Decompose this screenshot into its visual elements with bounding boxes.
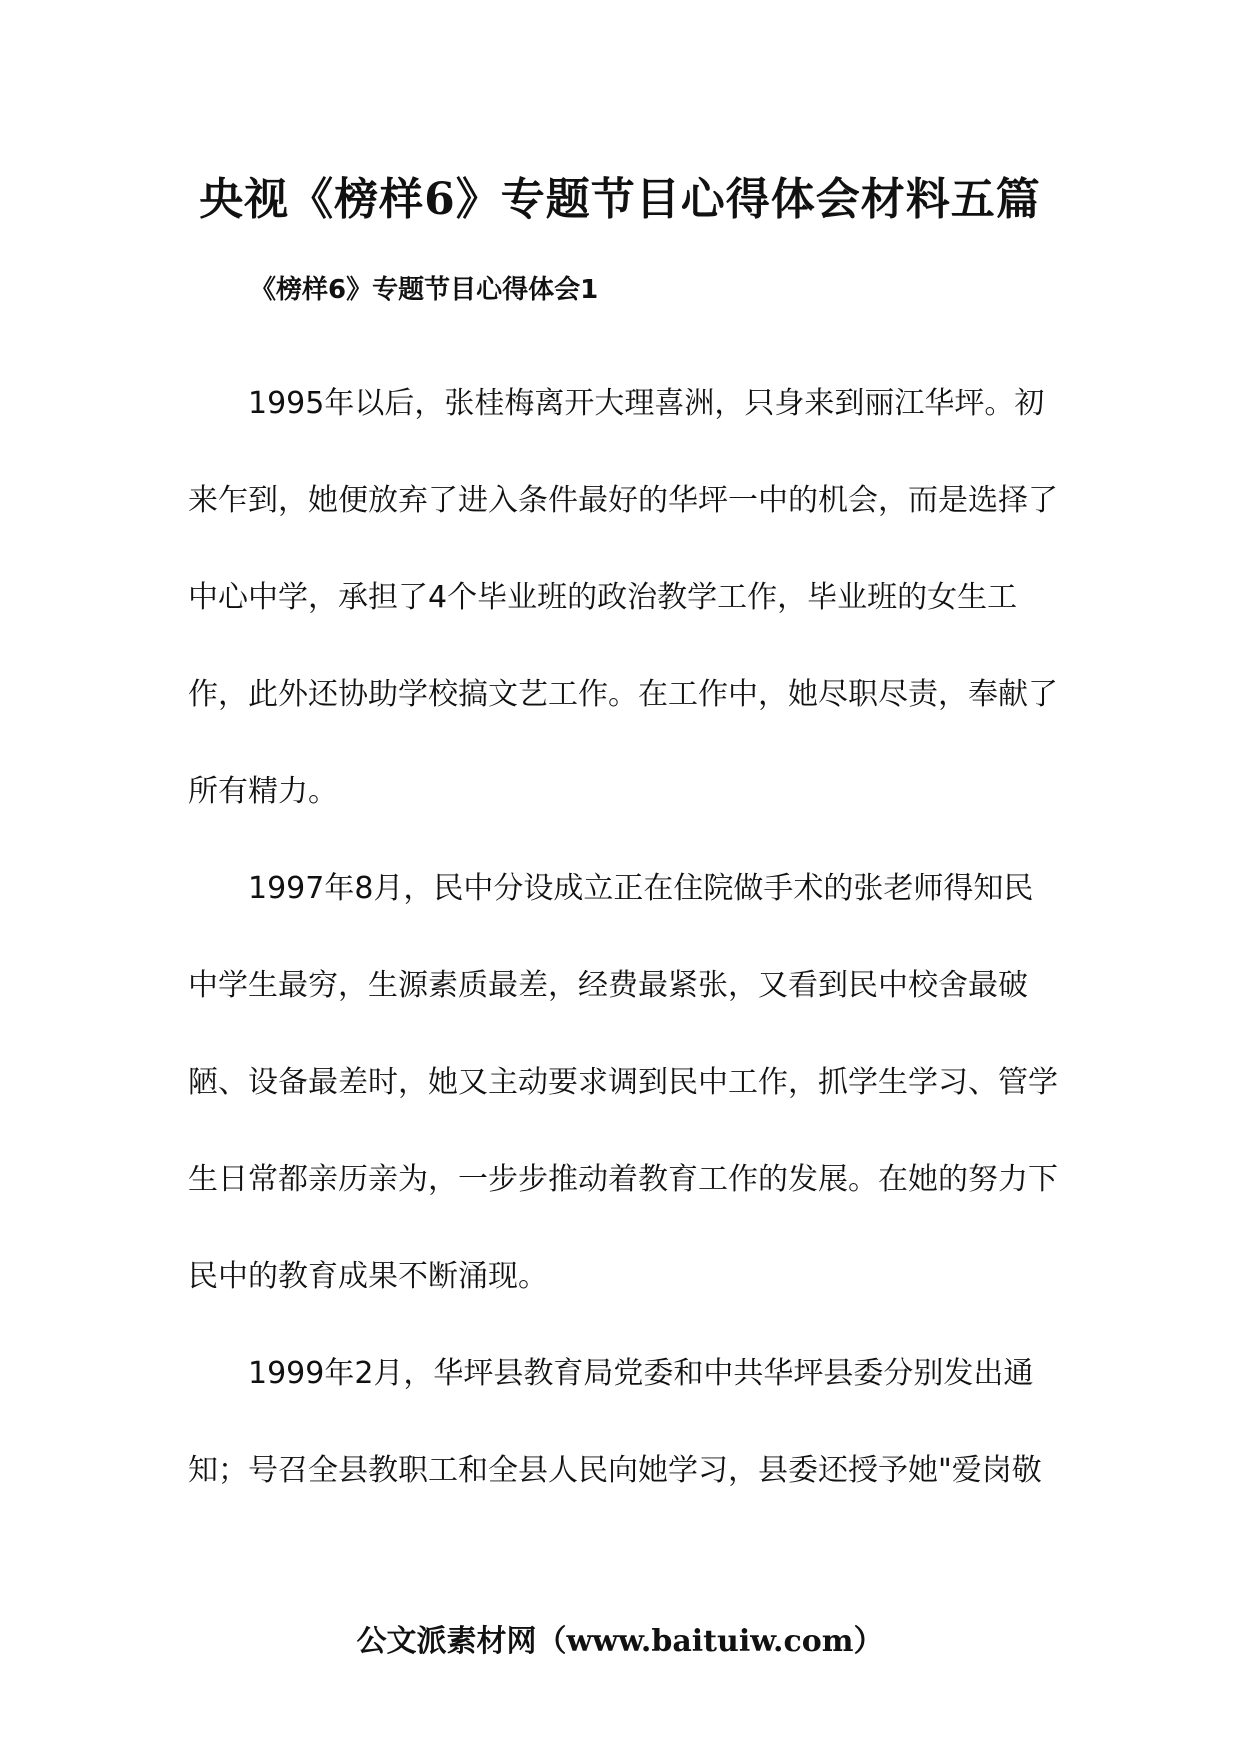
paragraph: 1999年2月，华坪县教育局党委和中共华坪县委分别发出通知；号召全县教职工和全县人民向她学习，县委还授予她"爱岗敬 xyxy=(188,1356,1042,1488)
paragraph: 1997年8月，民中分设成立正在住院做手术的张老师得知民中学生最穷，生源素质最差，经费最紧张，又看到民中校舍最破陋、设备最差时，她又主动要求调到民中工作，抓学生学习、管学生日常都亲历亲为，一步步推动着教育工作的发展。在她的努力下民中的教育成果不断涌现。 xyxy=(188,871,1058,1294)
document-title: 央视《榜样6》专题节目心得体会材料五篇 xyxy=(199,174,1041,225)
footer-source: 公文派素材网（www.baituiw.com） xyxy=(356,1624,884,1659)
paragraph: 1995年以后，张桂梅离开大理喜洲，只身来到丽江华坪。初来乍到，她便放弃了进入条件最好的华坪一中的机会，而是选择了中心中学，承担了4个毕业班的政治教学工作，毕业班的女生工作，此外还协助学校搞文艺工作。在工作中，她尽职尽责，奉献了所有精力。 xyxy=(188,386,1058,809)
section-heading: 《榜样6》专题节目心得体会1 xyxy=(250,275,599,305)
document-body xyxy=(188,355,1058,1547)
